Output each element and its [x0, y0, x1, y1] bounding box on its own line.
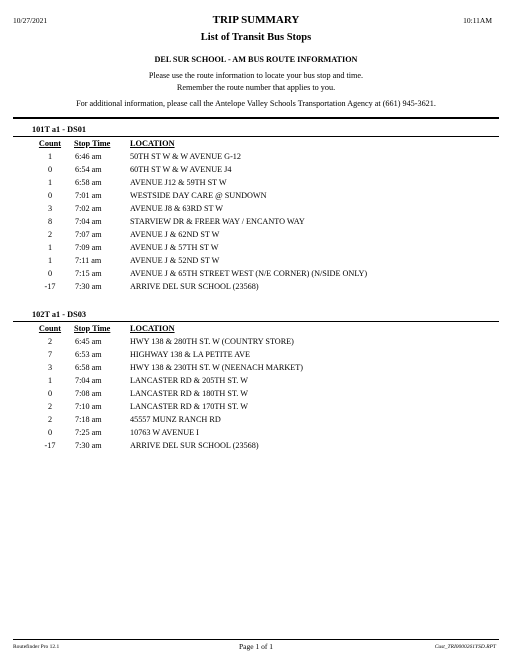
stop-location: AVENUE J & 52ND ST W — [130, 256, 220, 265]
stop-location: 50TH ST W & W AVENUE G-12 — [130, 152, 241, 161]
stop-count: 2 — [47, 230, 53, 239]
stop-time: 7:02 am — [75, 204, 102, 213]
stop-count: 2 — [47, 337, 53, 346]
stop-time: 6:58 am — [75, 363, 102, 372]
stop-count: 0 — [47, 389, 53, 398]
stop-row — [0, 217, 512, 230]
stop-location: WESTSIDE DAY CARE @ SUNDOWN — [130, 191, 267, 200]
stop-row — [0, 243, 512, 256]
stop-count: 2 — [47, 402, 53, 411]
stop-count: 1 — [47, 178, 53, 187]
stop-row — [0, 441, 512, 454]
route-title: 102T a1 - DS03 — [32, 310, 87, 319]
stop-location: AVENUE J & 57TH ST W — [130, 243, 219, 252]
stop-location: LANCASTER RD & 170TH ST. W — [130, 402, 248, 411]
stop-count: -17 — [44, 441, 56, 450]
stop-location: 60TH ST W & W AVENUE J4 — [130, 165, 232, 174]
stop-time: 6:53 am — [75, 350, 102, 359]
report-time: 10:11AM — [463, 16, 492, 25]
stop-row — [0, 350, 512, 363]
report-subtitle: List of Transit Bus Stops — [200, 32, 312, 43]
stop-row — [0, 428, 512, 441]
stop-time: 6:46 am — [75, 152, 102, 161]
stop-location: 10763 W AVENUE I — [130, 428, 199, 437]
stop-count: 2 — [47, 415, 53, 424]
stop-count: 0 — [47, 191, 53, 200]
stop-location: 45557 MUNZ RANCH RD — [130, 415, 221, 424]
stop-time: 7:08 am — [75, 389, 102, 398]
stop-row — [0, 178, 512, 191]
stop-count: 1 — [47, 243, 53, 252]
stop-location: LANCASTER RD & 205TH ST. W — [130, 376, 248, 385]
stop-time: 7:01 am — [75, 191, 102, 200]
stop-count: 1 — [47, 256, 53, 265]
stop-count: 0 — [47, 428, 53, 437]
stop-time: 7:25 am — [75, 428, 102, 437]
stop-time: 7:10 am — [75, 402, 102, 411]
stop-row — [0, 389, 512, 402]
stop-count: 1 — [47, 376, 53, 385]
stop-row — [0, 256, 512, 269]
route-header-divider — [13, 321, 499, 322]
stop-row — [0, 204, 512, 217]
page-number: Page 1 of 1 — [239, 642, 273, 651]
stop-row — [0, 337, 512, 350]
stop-time: 7:04 am — [75, 376, 102, 385]
route-header-divider — [13, 136, 499, 137]
column-header-count: Count — [38, 324, 62, 333]
stop-time: 7:04 am — [75, 217, 102, 226]
stop-count: 3 — [47, 363, 53, 372]
column-header-location: LOCATION — [130, 139, 175, 148]
route-info-title: DEL SUR SCHOOL - AM BUS ROUTE INFORMATION — [154, 55, 358, 64]
stop-row — [0, 363, 512, 376]
stop-row — [0, 402, 512, 415]
stop-time: 7:15 am — [75, 269, 102, 278]
column-header-stop-time: Stop Time — [74, 324, 111, 333]
column-header-location: LOCATION — [130, 324, 175, 333]
route-title: 101T a1 - DS01 — [32, 125, 87, 134]
stop-row — [0, 230, 512, 243]
stop-location: LANCASTER RD & 180TH ST. W — [130, 389, 248, 398]
stop-location: AVENUE J & 65TH STREET WEST (N/E CORNER) (N/SIDE ONLY) — [130, 269, 368, 278]
stop-location: STARVIEW DR & FREER WAY / ENCANTO WAY — [130, 217, 305, 226]
stop-time: 7:07 am — [75, 230, 102, 239]
stop-location: AVENUE J12 & 59TH ST W — [130, 178, 227, 187]
stop-location: ARRIVE DEL SUR SCHOOL (23568) — [130, 282, 259, 291]
report-file-name: Cust_TRI0000261YSD.RPT — [434, 644, 496, 650]
column-header-count: Count — [38, 139, 62, 148]
instruction-note: Remember the route number that applies to you. — [176, 83, 336, 92]
stop-time: 6:45 am — [75, 337, 102, 346]
report-title: TRIP SUMMARY — [212, 14, 300, 26]
stop-time: 7:11 am — [75, 256, 102, 265]
stop-row — [0, 165, 512, 178]
stop-location: HWY 138 & 280TH ST. W (COUNTRY STORE) — [130, 337, 294, 346]
stop-time: 7:30 am — [75, 282, 102, 291]
stop-row — [0, 415, 512, 428]
instruction-note: Please use the route information to locate your bus stop and time. — [148, 71, 364, 80]
section-divider — [13, 117, 499, 119]
stop-row — [0, 191, 512, 204]
stop-count: 3 — [47, 204, 53, 213]
stop-location: HWY 138 & 230TH ST. W (NEENACH MARKET) — [130, 363, 303, 372]
stop-time: 6:54 am — [75, 165, 102, 174]
stop-location: AVENUE J & 62ND ST W — [130, 230, 220, 239]
column-header-stop-time: Stop Time — [74, 139, 111, 148]
stop-location: ARRIVE DEL SUR SCHOOL (23568) — [130, 441, 259, 450]
stop-count: 1 — [47, 152, 53, 161]
stop-time: 7:09 am — [75, 243, 102, 252]
contact-note: For additional information, please call the Antelope Valley Schools Transportation Agency at (661) 945-3621. — [76, 99, 436, 108]
stop-row — [0, 152, 512, 165]
stop-row — [0, 269, 512, 282]
footer-software: Routefinder Pro 12.1 — [13, 644, 60, 650]
stop-count: -17 — [44, 282, 56, 291]
stop-count: 7 — [47, 350, 53, 359]
footer-divider — [13, 639, 499, 640]
stop-count: 8 — [47, 217, 53, 226]
stop-time: 7:30 am — [75, 441, 102, 450]
stop-time: 6:58 am — [75, 178, 102, 187]
stop-time: 7:18 am — [75, 415, 102, 424]
stop-location: AVENUE J8 & 63RD ST W — [130, 204, 224, 213]
stop-row — [0, 376, 512, 389]
stop-row — [0, 282, 512, 295]
stop-count: 0 — [47, 165, 53, 174]
report-date: 10/27/2021 — [13, 16, 48, 25]
stop-location: HIGHWAY 138 & LA PETITE AVE — [130, 350, 251, 359]
stop-count: 0 — [47, 269, 53, 278]
